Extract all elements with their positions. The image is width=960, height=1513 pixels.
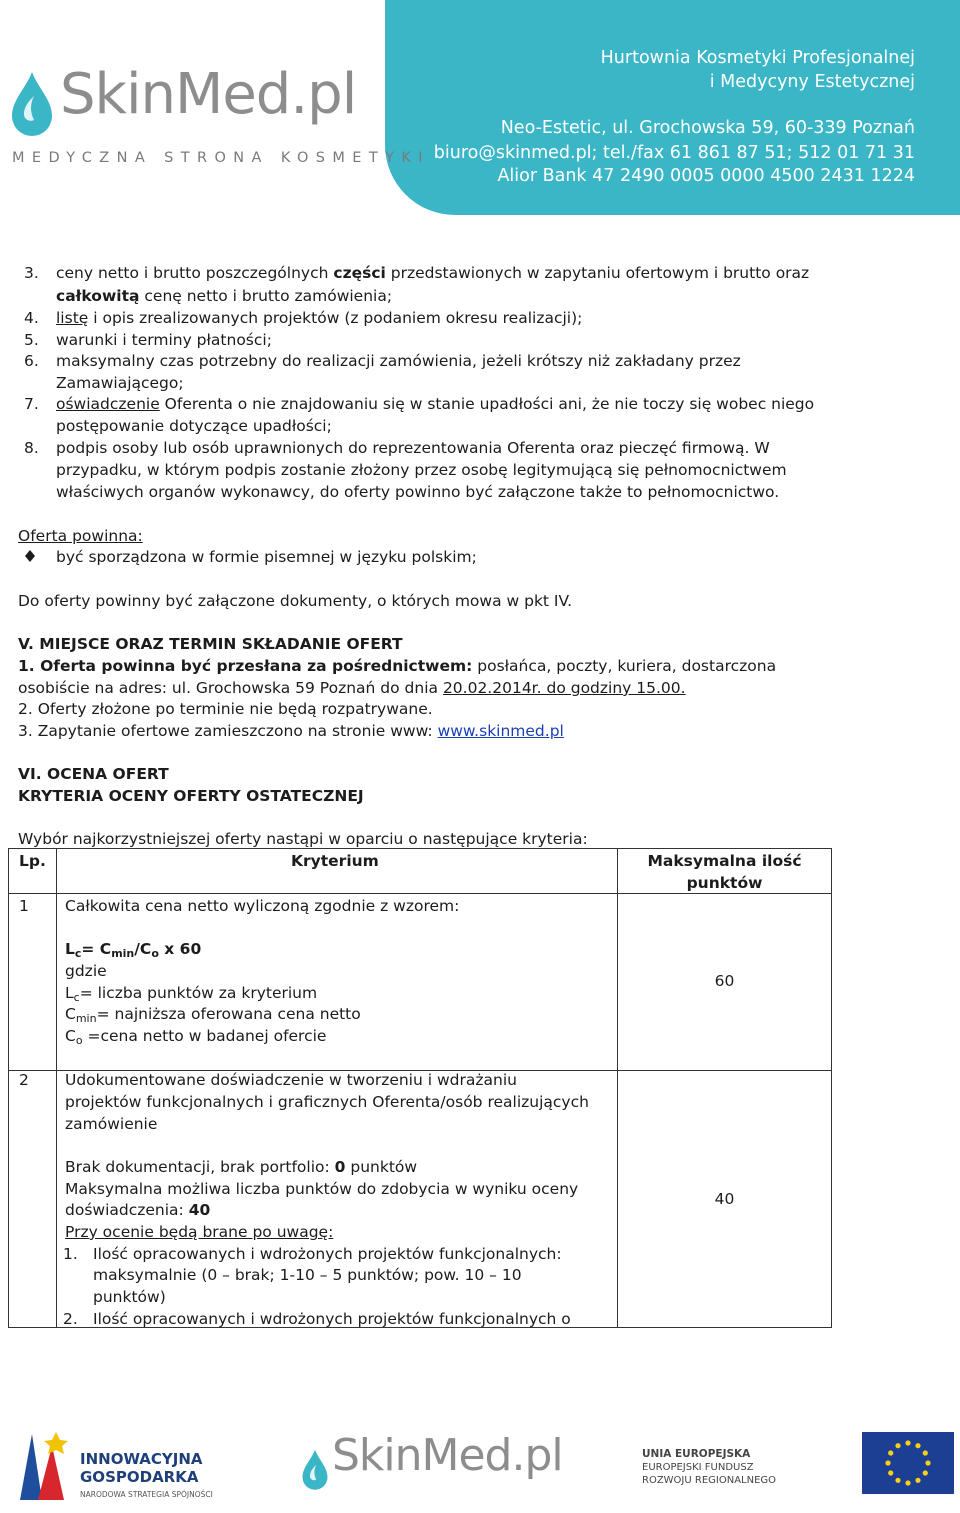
section-5-p3: 3. Zapytanie ofertowe zamieszczono na stronie www: www.skinmed.pl (18, 722, 564, 740)
oferta-heading: Oferta powinna: (18, 527, 143, 545)
row-1-lp: 1 (19, 897, 29, 915)
list-item-5: 5. warunki i terminy płatności; (24, 331, 272, 349)
company-line-2: i Medycyny Estetycznej (709, 72, 915, 92)
header-points-2: punktów (686, 874, 763, 892)
row-1-formula: $L_c= C_{min}/C_o$ x 60 (65, 940, 202, 960)
row-1-gdzie: gdzie (65, 962, 107, 980)
eu-line-2: EUROPEJSKI FUNDUSZ (642, 1462, 754, 1473)
oferta-bullet: być sporządzona w formie pisemnej w języku polskim; (56, 548, 477, 566)
section-6-subtitle: KRYTERIA OCENY OFERTY OSTATECZNEJ (18, 787, 364, 805)
list-item-8-cont-1: przypadku, w którym podpis zostanie złożony przez osobę legitymującą się pełnomocnictwem (56, 461, 787, 479)
oferta-docs: Do oferty powinny być załączone dokumenty, o których mowa w pkt IV. (18, 592, 573, 610)
list-item-3: 3. ceny netto i brutto poszczególnych części przedstawionych w zapytaniu ofertowym i brutto oraz (24, 264, 810, 282)
row-2-max-1: Maksymalna możliwa liczba punktów do zdobycia w wyniku oceny (65, 1180, 579, 1198)
list-item-6: 6. maksymalny czas potrzebny do realizacji zamówienia, jeżeli krótszy niż zakładany przez (24, 352, 741, 370)
row-2-criterion-2-num: 2. (63, 1310, 78, 1328)
row-2-criterion-1-a: Ilość opracowanych i wdrożonych projektów funkcjonalnych: (93, 1245, 562, 1263)
header-points-1: Maksymalna ilość (647, 852, 802, 870)
footer-brand-name: SkinMed.pl (332, 1430, 563, 1481)
list-item-8: 8. podpis osoby lub osób uprawnionych do reprezentowania Oferenta oraz pieczęć firmową. W (24, 439, 770, 457)
row-1-def-2: $C_{min}=$ najniższa oferowana cena netto (65, 1005, 361, 1025)
row-2-max-2: doświadczenia: 40 (65, 1201, 211, 1219)
row-1-def-1: $L_c=$ liczba punktów za kryterium (65, 984, 318, 1004)
row-2-none: Brak dokumentacji, brak portfolio: 0 punktów (65, 1158, 418, 1176)
skinmed-link[interactable]: www.skinmed.pl (437, 722, 564, 740)
innowacyjna-line-3: NARODOWA STRATEGIA SPÓJNOŚCI (80, 1490, 213, 1499)
list-item-7: 7. oświadczenie Oferenta o nie znajdowaniu się w stanie upadłości ani, że nie toczy się wobec niego (24, 395, 815, 413)
table-divider (617, 849, 618, 1327)
eu-flag-icon (862, 1432, 954, 1494)
section-5-p1-cont: osobiście na adres: ul. Grochowska 59 Poznań do dnia 20.02.2014r. do godziny 15.00. (18, 679, 686, 697)
criteria-table (8, 848, 832, 1328)
row-2-lp: 2 (19, 1071, 29, 1089)
row-2-criterion-2-a: Ilość opracowanych i wdrożonych projektów funkcjonalnych o (93, 1310, 571, 1328)
table-divider (9, 893, 831, 894)
list-item-7-cont: postępowanie dotyczące upadłości; (56, 417, 332, 435)
company-bank: Alior Bank 47 2490 0005 0000 4500 2431 1224 (497, 166, 915, 186)
list-item-4: 4. listę i opis zrealizowanych projektów (z podaniem okresu realizacji); (24, 309, 583, 327)
list-item-8-cont-2: właściwych organów wykonawcy, do oferty powinno być załączone także to pełnomocnictwo. (56, 483, 780, 501)
drop-icon (300, 1448, 330, 1494)
company-line-1: Hurtownia Kosmetyki Profesjonalnej (600, 48, 915, 68)
list-item-3-cont: całkowitą cenę netto i brutto zamówienia; (56, 287, 393, 305)
row-1-def-3: $C_o$ =cena netto w badanej ofercie (65, 1027, 327, 1047)
row-2-desc-1: Udokumentowane doświadczenie w tworzeniu i wdrażaniu (65, 1071, 517, 1089)
company-address: Neo-Estetic, ul. Grochowska 59, 60-339 Poznań (500, 118, 915, 138)
row-2-criterion-1-num: 1. (63, 1245, 78, 1263)
table-divider (56, 849, 57, 1327)
list-item-6-cont: Zamawiającego; (56, 374, 184, 392)
diamond-bullet-icon (24, 549, 36, 567)
eu-line-1: UNIA EUROPEJSKA (642, 1448, 751, 1460)
tagline: MEDYCZNA STRONA KOSMETYKI (12, 150, 430, 166)
brand-name: SkinMed.pl (60, 62, 357, 127)
section-5-title: V. MIEJSCE ORAZ TERMIN SKŁADANIE OFERT (18, 635, 403, 653)
section-6-title: VI. OCENA OFERT (18, 765, 169, 783)
row-1-points: 60 (714, 972, 735, 990)
innowacyjna-line-1: INNOWACYJNA (80, 1450, 203, 1468)
drop-icon (8, 70, 56, 142)
row-1-desc: Całkowita cena netto wyliczoną zgodnie z wzorem: (65, 897, 460, 915)
header-criterion: Kryterium (291, 852, 379, 870)
row-2-criterion-1-c: punktów) (93, 1288, 166, 1306)
row-2-points: 40 (714, 1190, 735, 1208)
header-lp: Lp. (19, 852, 46, 870)
company-contact: biuro@skinmed.pl; tel./fax 61 861 87 51; 512 01 71 31 (433, 143, 915, 163)
row-2-desc-3: zamówienie (65, 1115, 158, 1133)
footer-logos (0, 1420, 960, 1513)
eu-line-3: ROZWOJU REGIONALNEGO (642, 1475, 777, 1486)
row-2-desc-2: projektów funkcjonalnych i graficznych Oferenta/osób realizujących (65, 1093, 589, 1111)
innowacyjna-gospodarka-emblem-icon (12, 1430, 74, 1502)
row-2-consider: Przy ocenie będą brane po uwagę: (65, 1223, 334, 1241)
section-6-intro: Wybór najkorzystniejszej oferty nastąpi w oparciu o następujące kryteria: (18, 830, 588, 848)
section-5-p2: 2. Oferty złożone po terminie nie będą rozpatrywane. (18, 700, 433, 718)
section-5-p1: 1. Oferta powinna być przesłana za pośrednictwem: posłańca, poczty, kuriera, dostarczona (18, 657, 777, 675)
innowacyjna-line-2: GOSPODARKA (80, 1468, 199, 1486)
row-2-criterion-1-b: maksymalnie (0 – brak; 1-10 – 5 punktów; pow. 10 – 10 (93, 1266, 522, 1284)
